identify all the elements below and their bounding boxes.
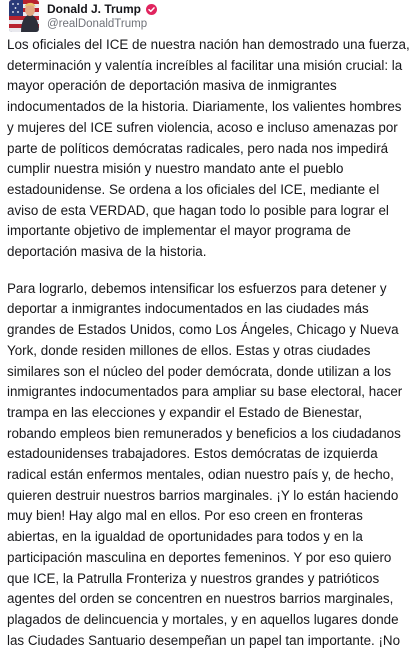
post-paragraph: Los oficiales del ICE de nuestra nación han demostrado una fuerza, determinación y valentía increíbles al facilitar una misión crucial: la mayor operación de deportación masiva de inmigrantes indocumentados de la historia. Diariamente, los valientes hombres y mujeres del ICE sufren violencia, acoso e incluso amenazas por parte de políticos demócratas radicales, pero nada nos impedirá cumplir nuestra misión y nuestro mandato ante el pueblo estadounidense. Se ordena a los oficiales del ICE, mediante el aviso de esta VERDAD, que hagan todo lo posible para lograr el importante objetivo de implementar el mayor programa de deportación masiva de la historia. [7,37,410,260]
avatar[interactable] [9,0,39,32]
post-paragraph: Para lograrlo, debemos intensificar los esfuerzos para detener y deportar a inmigrantes indocumentados en las ciudades más grandes de Estados Unidos, como Los Ángeles, Chicago y Nueva York, donde residen millones de ellos. Estas y otras ciudades similares son el núcleo del poder demócrata, donde utilizan a los inmigrantes indocumentados para ampliar su base electoral, hacer trampa en las elecciones y expandir el Estado de Bienestar, robando empleos bien remunerados y beneficios a los ciudadanos estadounidenses trabajadores. Estos demócratas de izquierda radical están enfermos mentales, odian nuestro país y, de hecho, quieren destruir nuestros barrios marginales. ¡Y lo están haciendo muy bien! Hay algo mal en ellos. Por eso creen en fronteras abiertas, en la igualdad de oportunidades para todos y en la participación masculina en deportes femeninos. Y por eso quiero que ICE, la Patrulla Fronteriza y nuestros grandes y patrióticos agentes del orden se concentren en nuestros barrios marginales, plagados de delincuencia y mortales, y en aquellos lugares donde las Ciudades Santuario desempeñan un papel tan importante. ¡No [7,280,403,648]
flag-avatar-image [9,0,39,32]
post-header [9,0,409,40]
verified-badge-icon [146,4,157,15]
author-name[interactable]: Donald J. Trump [47,2,142,16]
author-handle[interactable]: @realDonaldTrump [47,18,148,30]
author-name-row [47,1,157,17]
post-body [7,35,419,651]
